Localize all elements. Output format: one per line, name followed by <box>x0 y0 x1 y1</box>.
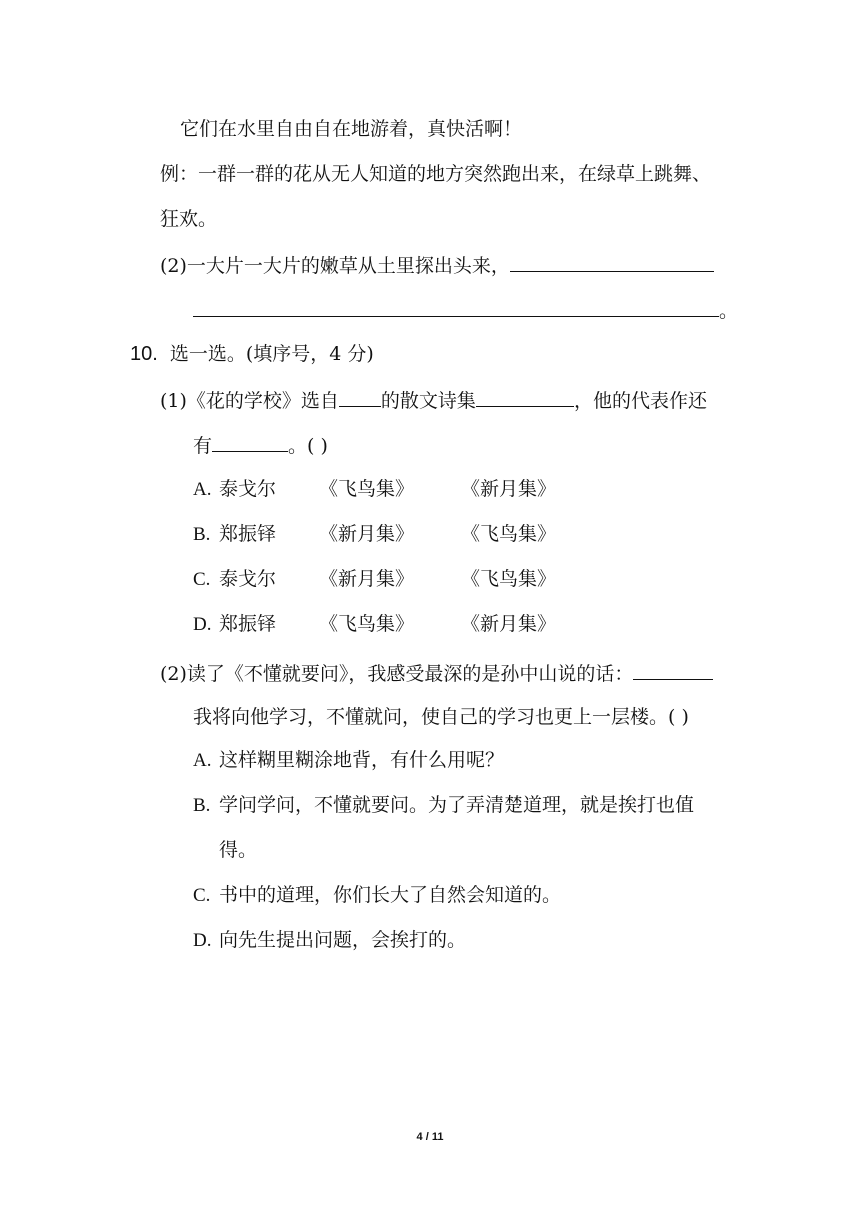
answer-blank[interactable] <box>510 251 714 272</box>
answer-blank[interactable] <box>339 386 381 407</box>
q9-2-line <box>160 251 714 279</box>
q10-2-text-a: (2)读了《不懂就要问》，我感受最深的是孙中山说的话： <box>160 663 634 685</box>
option-row[interactable] <box>193 611 556 638</box>
option-author: 泰戈尔 <box>219 568 277 590</box>
option-row[interactable] <box>193 747 504 774</box>
option-book-1: 《飞鸟集》 <box>319 478 415 500</box>
option-row[interactable] <box>193 792 694 819</box>
option-row[interactable] <box>193 927 466 954</box>
option-row[interactable] <box>193 521 556 548</box>
q10-2-line-2: 我将向他学习，不懂就问，使自己的学习也更上一层楼。( ) <box>193 706 689 728</box>
option-letter: A. <box>193 479 212 500</box>
answer-blank[interactable] <box>476 386 574 407</box>
answer-blank[interactable] <box>212 431 288 452</box>
option-letter: B. <box>193 524 211 545</box>
q9-2-continuation <box>193 296 738 324</box>
q9-2-prefix: (2)一大片一大片的嫩草从土里探出头来， <box>160 255 510 277</box>
option-row[interactable] <box>193 882 561 909</box>
option-letter: B. <box>193 795 211 816</box>
option-letter: D. <box>193 614 212 635</box>
q10-heading <box>130 341 374 367</box>
q10-1-text-e: 。( ) <box>288 435 328 457</box>
q10-2-line-1 <box>160 659 713 687</box>
option-author: 郑振铎 <box>219 613 277 635</box>
answer-blank[interactable] <box>193 296 719 317</box>
option-row[interactable] <box>193 566 556 593</box>
q10-1-text-b: 的散文诗集 <box>380 390 476 412</box>
option-book-2: 《新月集》 <box>461 478 557 500</box>
option-author: 泰戈尔 <box>219 478 277 500</box>
answer-blank[interactable] <box>633 659 713 680</box>
option-author: 郑振铎 <box>219 523 277 545</box>
option-text: 向先生提出问题，会挨打的。 <box>219 929 467 951</box>
option-row[interactable] <box>193 476 556 503</box>
option-book-2: 《新月集》 <box>461 613 557 635</box>
option-text: 书中的道理，你们长大了自然会知道的。 <box>219 884 562 906</box>
option-letter: D. <box>193 930 212 951</box>
option-book-2: 《飞鸟集》 <box>461 568 557 590</box>
period: 。 <box>719 300 739 322</box>
option-row-continuation <box>193 837 257 863</box>
option-book-1: 《新月集》 <box>319 523 415 545</box>
question-title: 选一选。(填序号，4 分) <box>169 343 374 365</box>
q10-1-line-2 <box>193 431 328 459</box>
option-book-2: 《飞鸟集》 <box>461 523 557 545</box>
q10-1-text-c: ，他的代表作还 <box>573 390 707 412</box>
passage-end-line: 它们在水里自由自在地游着，真快活啊！ <box>180 118 523 140</box>
option-text: 这样糊里糊涂地背，有什么用呢？ <box>219 749 505 771</box>
option-letter: A. <box>193 750 212 771</box>
q10-1-line-1 <box>160 386 707 414</box>
option-book-1: 《飞鸟集》 <box>319 613 415 635</box>
option-letter: C. <box>193 885 211 906</box>
option-book-1: 《新月集》 <box>319 568 415 590</box>
page-number: 4 / 11 <box>416 1131 444 1143</box>
q10-1-text-a: (1)《花的学校》选自 <box>160 390 339 412</box>
option-letter: C. <box>193 569 211 590</box>
option-text: 学问学问，不懂就要问。为了弄清楚道理，就是挨打也值 <box>219 794 695 816</box>
question-number: 10. <box>130 343 158 365</box>
q10-1-text-d: 有 <box>193 435 213 457</box>
example-line-1: 例：一群一群的花从无人知道的地方突然跑出来，在绿草上跳舞、 <box>160 163 712 185</box>
option-text: 得。 <box>219 839 258 861</box>
example-line-2: 狂欢。 <box>160 208 218 230</box>
